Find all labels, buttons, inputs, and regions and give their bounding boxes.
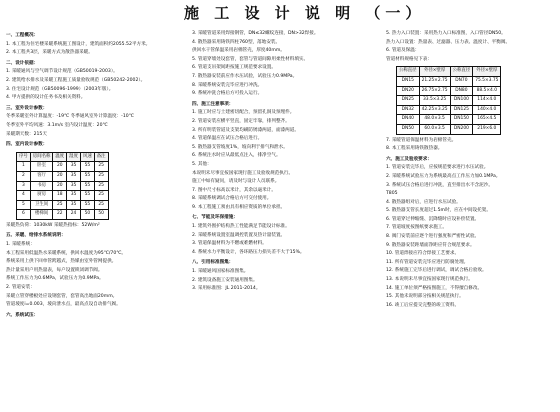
table-cell: DN15 <box>397 76 420 86</box>
sheet-title: 施 工 设 计 说 明 （一） <box>184 4 426 22</box>
table-cell: 33.5×3.25 <box>419 96 450 106</box>
table-cell: DN40 <box>397 115 420 125</box>
column-3-text-b <box>386 137 556 311</box>
text-line: 采暖热负荷：1030kW 采暖热指标：52W/m² <box>6 222 100 228</box>
text-line: 2. 采暖系统设置室温调控装置及热计量装置。 <box>192 232 286 238</box>
text-line: 4. 系统水力平衡设计，各环路压力损失差不大于15%。 <box>192 249 305 255</box>
text-line: 5. 热力入口装置：采用热力入口标准图，入口管径DN50。 <box>386 31 506 36</box>
text-line: 三、室外设计参数： <box>6 105 48 111</box>
table-cell: 22 <box>53 210 67 220</box>
text-line: 五、采暖、给排水系统说明： <box>6 233 66 239</box>
text-line: 3. 住宅设计规范（GB50096-1999）（2003年版）。 <box>6 86 114 92</box>
text-line: 8. 采暖系统调试合格后方可交付使用。 <box>192 196 272 202</box>
text-line: 八、引用标准图集： <box>192 260 234 266</box>
table-cell: 55 <box>80 181 94 191</box>
text-line: 2. 建筑设备施工安装通用图集。 <box>192 277 258 283</box>
table-cell: 4 <box>17 191 31 201</box>
column-1-text-b <box>6 222 178 321</box>
pipe-size-table <box>396 66 501 134</box>
text-line: 管道坡度i=0.003，坡向泄水点，最高点设自动排气阀。 <box>6 302 121 308</box>
table-row <box>17 162 109 172</box>
text-line: 1. 施工时应与土建密切配合，预留孔洞及预埋件。 <box>192 110 295 116</box>
text-line: 本说明未尽事宜按国家现行施工及验收规范执行。 <box>192 170 294 176</box>
text-line: 热力入口设置：热量表、过滤器、压力表、温度计、平衡阀。 <box>386 39 511 45</box>
text-line: 1. 管道安装完毕后，应按规范要求进行水压试验。 <box>386 165 489 171</box>
table-cell: 25 <box>53 200 67 210</box>
table-cell: DN80 <box>450 86 473 96</box>
table-cell: 5 <box>17 200 31 210</box>
table-cell: 35 <box>67 200 81 210</box>
table-cell: 75.5×3.75 <box>473 76 501 86</box>
text-line: 4. 甲方提供的设计任务书及相关资料。 <box>6 95 86 101</box>
table-cell: 42.25×3.25 <box>419 105 450 115</box>
table-header-cell: 风速 <box>80 152 94 162</box>
text-line: 1. 采暖通风与空气调节设计规范（GB50019-2003）。 <box>6 69 118 75</box>
text-line: 5. 其他： <box>192 161 212 167</box>
table-cell: 卫生间 <box>30 200 53 210</box>
text-line: 冬季室外平均风速：3.1m/s 室内设计温度：20℃ <box>6 122 108 128</box>
table-cell: 25 <box>94 171 108 181</box>
table-cell: 50 <box>94 210 108 220</box>
table-cell: DN200 <box>450 124 473 134</box>
text-line: 7. 采暖管道保温材料为岩棉管壳。 <box>386 137 457 143</box>
table-cell: DN25 <box>397 96 420 106</box>
text-line: 1. 本工程为住宅楼采暖系统施工图设计，建筑面积约2055.52平方米。 <box>6 41 151 47</box>
text-line: 热计量采用户用热量表，每户设置锁闭调节阀。 <box>6 267 103 273</box>
text-line: 9. 散热器安装距墙面净距应符合规范要求。 <box>386 242 475 248</box>
text-line: 1. 采暖通风国家标准图集。 <box>192 269 249 275</box>
table-cell: DN50 <box>397 124 420 134</box>
text-line: 系统采用上供下回单管跨越式，热媒由室外管网提供。 <box>6 259 117 265</box>
table-cell: 楼梯间 <box>30 210 53 220</box>
text-line: 5. 管道穿墙处设套管，套管与管道间隙用柔性材料填实。 <box>192 56 309 62</box>
text-line: 11. 所有管道安装完毕应进行防腐处理。 <box>386 259 469 265</box>
table-cell: 114×4.0 <box>473 96 501 106</box>
text-line: 6. 系统注水时应从最低点注入，排净空气。 <box>192 153 281 159</box>
text-line: 2. 管道安装： <box>6 285 35 291</box>
table-header-cell: 外径×壁厚 <box>419 67 450 77</box>
text-line: 6. 管道及保温： <box>386 48 420 54</box>
text-line: 1. 采暖系统： <box>6 242 35 248</box>
table-cell: 18 <box>53 191 67 201</box>
table-cell: 卧室 <box>30 162 53 172</box>
table-cell: 165×4.5 <box>473 115 501 125</box>
table-cell: 55 <box>80 171 94 181</box>
table-cell: 35 <box>67 171 81 181</box>
pipe-size-body <box>397 76 501 134</box>
text-line: 7. 图中尺寸标高以米计，其余以毫米计。 <box>192 187 276 193</box>
text-line: 8. 阀门安装前应逐个进行强度和严密性试验。 <box>386 234 480 240</box>
text-line: 2. 管道安装应横平竖直，固定牢靠，排列整齐。 <box>192 118 290 124</box>
table-cell: 35 <box>67 191 81 201</box>
text-line: 六、施工及验收要求： <box>386 156 432 162</box>
table-cell: 20 <box>53 171 67 181</box>
table-header-cell: 温度 <box>53 152 67 162</box>
text-line: 5. 散热器支管长度超过1.5m时，应在中间设托架。 <box>386 208 491 214</box>
text-line: 采暖期天数：215天 <box>6 131 47 137</box>
text-line: 10. 管道焊接应符合焊接工艺要求。 <box>386 251 460 257</box>
table-cell: 25 <box>94 181 108 191</box>
table-cell: 60.0×3.5 <box>419 124 450 134</box>
table-cell: 219×6.0 <box>473 124 501 134</box>
table-cell: 20 <box>53 162 67 172</box>
text-line: 9. 系统冲洗合格后方可投入运行。 <box>192 91 263 97</box>
text-line: 本工程采用低温热水采暖系统，供回水温度为95℃/70℃。 <box>6 250 127 256</box>
table-header-cell: 备注 <box>94 152 108 162</box>
text-line: 4. 散热器组对后，应进行水压试验。 <box>386 199 461 205</box>
table-cell: 35 <box>67 181 81 191</box>
text-line: 7. 管道坡度按图纸要求施工。 <box>386 225 447 231</box>
table-header-cell: 公称直径 <box>450 67 473 77</box>
table-header-cell: 公称直径 <box>397 67 420 77</box>
text-line: 2. 本工程共3层，采暖方式为散热器采暖。 <box>6 50 93 56</box>
text-line: 6. 管道穿过伸缩缝、沉降缝时应设补偿装置。 <box>386 216 480 222</box>
table-row <box>17 191 109 201</box>
indoor-parameters-table <box>16 152 109 220</box>
text-line: 4. 管道保温应在试压合格后进行。 <box>192 136 263 142</box>
text-line: 9. 本工程施工须由具有相应资质的单位承担。 <box>192 204 286 210</box>
table-cell: 55 <box>80 162 94 172</box>
text-line: 8. 采暖系统安装完毕应进行冲洗。 <box>192 82 263 88</box>
text-line: 16. 竣工后应提交完整的竣工资料。 <box>386 302 460 308</box>
column-2 <box>192 30 372 294</box>
table-cell: 书房 <box>30 181 53 191</box>
text-line: 二、设计依据： <box>6 60 39 66</box>
text-line: 15. 其他未说明部分按相关规范执行。 <box>386 294 464 300</box>
text-line: 8. 本工程采用铸铁散热器。 <box>386 146 443 152</box>
column-3 <box>386 30 556 310</box>
column-1 <box>6 30 178 320</box>
text-line: 七、节能及环保措施： <box>192 215 238 221</box>
text-line: 7. 散热器安装前应作水压试验，试验压力0.9MPa。 <box>192 73 298 79</box>
text-line: 一、工程概况： <box>6 33 39 38</box>
table-cell: 6 <box>17 210 31 220</box>
table-cell: 25 <box>94 191 108 201</box>
table-row <box>397 86 501 96</box>
text-line: 四、室内设计参数： <box>6 142 48 148</box>
text-line: 13. 本说明未尽事宜按国家现行规范执行。 <box>386 277 473 283</box>
table-header-cell: 湿度 <box>67 152 81 162</box>
table-row <box>17 171 109 181</box>
indoor-parameters-body <box>17 162 109 220</box>
text-line: 3. 所有明装管道及支架均刷防锈漆两道，面漆两道。 <box>192 127 299 133</box>
table-cell: 2 <box>17 171 31 181</box>
table-cell: 140×4.0 <box>473 105 501 115</box>
text-line: 12. 系统施工完毕后进行调试，调试合格后验收。 <box>386 268 487 274</box>
table-cell: 客厅 <box>30 171 53 181</box>
table-header-cell: 外径×壁厚 <box>473 67 501 77</box>
table-row <box>17 181 109 191</box>
text-line: 采暖立管穿楼板处应设钢套管，套管高出地面20mm。 <box>6 293 118 299</box>
text-line: 4. 散热器采用铸铁四柱760型，落地安装。 <box>192 39 281 45</box>
table-row <box>397 96 501 106</box>
table-cell: 48.0×3.5 <box>419 115 450 125</box>
text-line: 2. 建筑给水排水及采暖工程施工质量验收规范（GB50242-2002）。 <box>6 77 146 83</box>
table-header-cell: 房间名称 <box>30 152 53 162</box>
pipe-size-header <box>397 67 501 77</box>
column-1-text-a <box>6 32 178 150</box>
text-line: 2. 采暖系统试验压力为系统最高点工作压力加0.1MPa。 <box>386 173 501 179</box>
table-cell: 35 <box>67 162 81 172</box>
text-line: 5. 散热器支管坡度1%，坡向利于排气和泄水。 <box>192 144 288 150</box>
table-cell: 55 <box>80 200 94 210</box>
table-row <box>397 76 501 86</box>
table-cell: DN70 <box>450 76 473 86</box>
table-row <box>397 124 501 134</box>
table-cell: 55 <box>80 191 94 201</box>
table-cell: 25 <box>94 200 108 210</box>
table-cell: DN100 <box>450 96 473 106</box>
text-line: 14. 施工单位须严格按图施工，不得擅自修改。 <box>386 285 483 291</box>
table-cell: 88.5×4.0 <box>473 86 501 96</box>
text-line: 6. 管道支吊架间距按施工规范要求设置。 <box>192 65 276 71</box>
table-cell: DN150 <box>450 115 473 125</box>
text-line: 四、施工注意事项： <box>192 101 234 107</box>
table-cell: 25 <box>94 162 108 172</box>
text-line: 六、系统试压： <box>6 312 39 318</box>
table-cell: DN20 <box>397 86 420 96</box>
table-cell: DN125 <box>450 105 473 115</box>
text-line: 1. 建筑外围护结构热工性能满足节能设计标准。 <box>192 224 290 230</box>
text-line: 管道材料规格见下表： <box>386 56 432 62</box>
text-line: T805 <box>386 191 398 197</box>
table-row <box>17 210 109 220</box>
table-cell: 50 <box>80 210 94 220</box>
table-cell: 24 <box>67 210 81 220</box>
table-cell: DN32 <box>397 105 420 115</box>
table-cell: 20 <box>53 181 67 191</box>
text-line: 供回水干管保温采用岩棉管壳，厚度40mm。 <box>192 48 285 54</box>
column-3-text-a <box>386 30 556 64</box>
table-cell: 3 <box>17 181 31 191</box>
text-line: 3. 采暖管道采用焊接钢管，DN≤32螺纹连接，DN>32焊接。 <box>192 31 319 36</box>
text-line: 施工中如有疑问，请及时与设计人员联系。 <box>192 179 280 185</box>
column-2-text <box>192 30 372 294</box>
text-line: 3. 采用标准图：JL 2011-2014。 <box>192 286 261 292</box>
table-cell: 26.75×2.75 <box>419 86 450 96</box>
table-cell: 1 <box>17 162 31 172</box>
text-line: 系统工作压力为0.6MPa，试验压力为0.9MPa。 <box>6 276 104 282</box>
table-cell: 21.25×2.75 <box>419 76 450 86</box>
text-line: 冬季采暖室外计算温度：-19℃ 冬季通风室外计算温度：-10℃ <box>6 114 134 120</box>
table-row <box>397 105 501 115</box>
table-row <box>397 115 501 125</box>
table-header-cell: 序号 <box>17 152 31 162</box>
text-line: 3. 管道保温材料为不燃或难燃材料。 <box>192 241 267 247</box>
indoor-parameters-header <box>17 152 109 162</box>
table-cell: 厨房 <box>30 191 53 201</box>
table-row <box>17 200 109 210</box>
text-line: 3. 系统试压合格后进行冲洗，直至排出水不含泥沙。 <box>386 182 493 188</box>
